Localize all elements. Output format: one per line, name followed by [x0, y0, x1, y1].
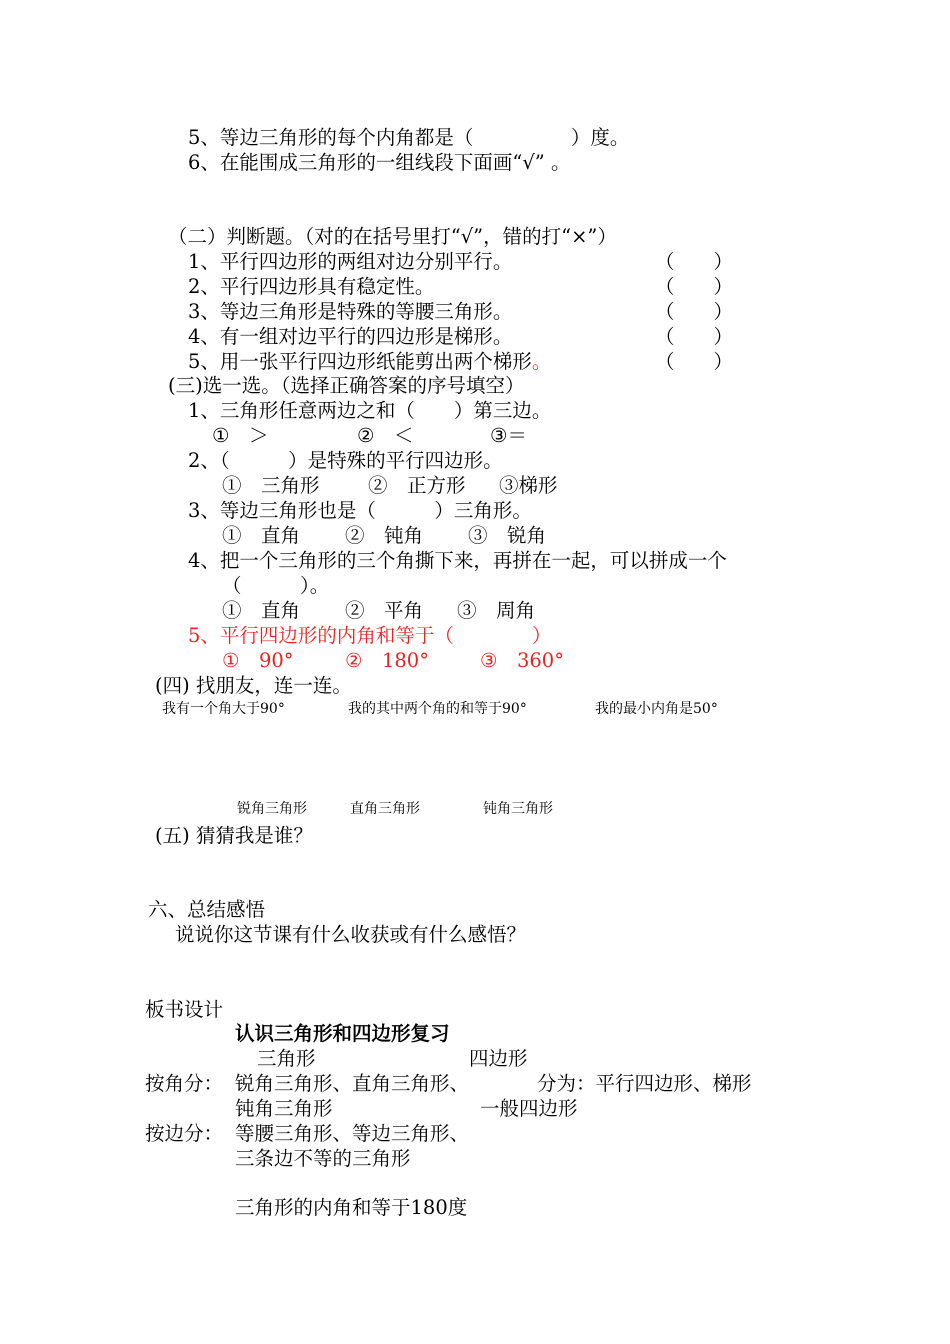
judge-item-4: 4、有一组对边平行的四边形是梯形。: [188, 325, 513, 348]
guess-heading: (五) 猜猜我是谁？: [155, 824, 313, 847]
board-heading: 板书设计: [145, 998, 224, 1021]
choose-q1-option-3: ③＝: [490, 424, 527, 447]
choose-q2-option-3: ③梯形: [499, 474, 558, 497]
choose-q4-answer-blank: （ ）。: [222, 574, 330, 597]
judge-bracket-2[interactable]: （ ）: [655, 275, 734, 298]
match-bottom-2[interactable]: 直角三角形: [350, 801, 420, 817]
board-quad-items-2: 一般四边形: [480, 1097, 578, 1120]
choose-q1-option-1: ① ＞: [212, 424, 269, 447]
board-angle-label: 按角分：: [145, 1072, 224, 1095]
choose-heading: (三)选一选。（选择正确答案的序号填空）: [168, 374, 525, 397]
board-side-label: 按边分：: [145, 1122, 224, 1145]
board-angle-sum: 三角形的内角和等于180度: [235, 1196, 468, 1219]
judge-item-5-text: 5、用一张平行四边形纸能剪出两个梯形: [188, 350, 532, 373]
judge-bracket-5[interactable]: （ ）: [655, 350, 734, 373]
match-top-3[interactable]: 我的最小内角是50°: [595, 701, 718, 717]
fill-question-6: 6、在能围成三角形的一组线段下面画“√” 。: [188, 151, 571, 174]
match-heading: (四) 找朋友，连一连。: [155, 674, 352, 697]
fill-question-5: 5、等边三角形的每个内角都是（ ）度。: [188, 126, 630, 149]
choose-q4-option-1: ① 直角: [222, 599, 301, 622]
match-top-1[interactable]: 我有一个角大于90°: [162, 701, 285, 717]
board-col-triangle: 三角形: [257, 1047, 316, 1070]
choose-q1: 1、三角形任意两边之和（ ）第三边。: [188, 399, 552, 422]
choose-q4-option-3: ③ 周角: [457, 599, 536, 622]
board-title: 认识三角形和四边形复习: [235, 1022, 450, 1045]
summary-heading: 六、总结感悟: [148, 898, 266, 921]
board-col-quadrilateral: 四边形: [469, 1047, 528, 1070]
judge-bracket-4[interactable]: （ ）: [655, 325, 734, 348]
choose-q3: 3、等边三角形也是（ ）三角形。: [188, 499, 532, 522]
judge-item-5: [188, 352, 551, 372]
choose-q2-option-2: ② 正方形: [368, 474, 466, 497]
judge-item-3: 3、等边三角形是特殊的等腰三角形。: [188, 300, 513, 323]
choose-q2-option-1: ① 三角形: [222, 474, 320, 497]
choose-q5-option-2: ② 180°: [345, 649, 429, 672]
judge-item-1: 1、平行四边形的两组对边分别平行。: [188, 250, 513, 273]
summary-text: 说说你这节课有什么收获或有什么感悟？: [175, 923, 527, 946]
choose-q5: 5、平行四边形的内角和等于（ ）: [188, 624, 552, 647]
board-angle-items-2: 钝角三角形: [235, 1097, 333, 1120]
match-top-2[interactable]: 我的其中两个角的和等于90°: [348, 701, 527, 717]
judge-heading: （二）判断题。（对的在括号里打“√”，错的打“×”）: [168, 225, 617, 248]
judge-item-5-dot: 。: [531, 350, 552, 373]
match-bottom-1[interactable]: 锐角三角形: [237, 801, 307, 817]
choose-q2: 2、（ ）是特殊的平行四边形。: [188, 449, 503, 472]
board-angle-items: 锐角三角形、直角三角形、: [235, 1072, 470, 1095]
choose-q3-option-3: ③ 锐角: [468, 524, 547, 547]
board-side-items-2: 三条边不等的三角形: [235, 1147, 411, 1170]
choose-q4-option-2: ② 平角: [345, 599, 424, 622]
choose-q5-option-3: ③ 360°: [480, 649, 564, 672]
judge-bracket-1[interactable]: （ ）: [655, 250, 734, 273]
choose-q5-option-1: ① 90°: [222, 649, 294, 672]
choose-q1-option-2: ② ＜: [357, 424, 414, 447]
judge-bracket-3[interactable]: （ ）: [655, 300, 734, 323]
judge-item-2: 2、平行四边形具有稳定性。: [188, 275, 435, 298]
board-side-items: 等腰三角形、等边三角形、: [235, 1122, 470, 1145]
choose-q3-option-1: ① 直角: [222, 524, 301, 547]
choose-q3-option-2: ② 钝角: [345, 524, 424, 547]
board-quad-items: 分为：平行四边形、梯形: [537, 1072, 752, 1095]
choose-q4: 4、把一个三角形的三个角撕下来，再拼在一起，可以拼成一个: [188, 549, 727, 572]
match-bottom-3[interactable]: 钝角三角形: [483, 801, 553, 817]
